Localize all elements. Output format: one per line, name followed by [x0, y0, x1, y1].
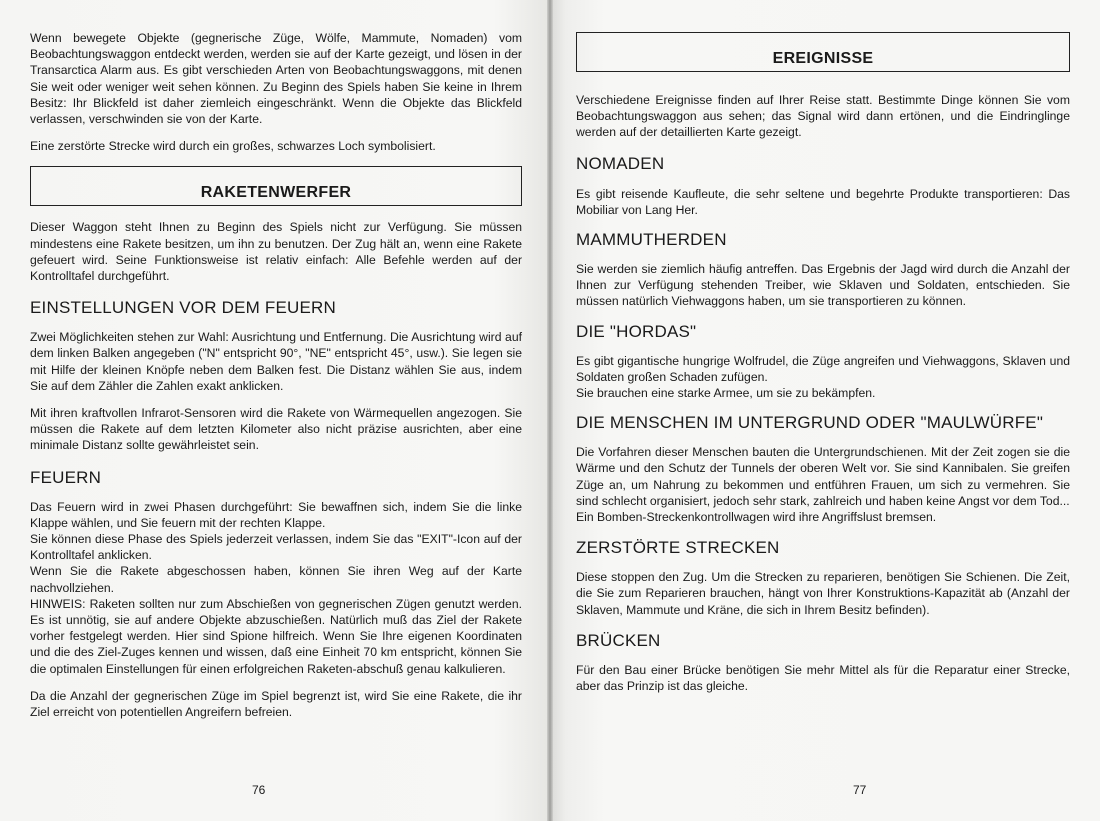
- right-page: [549, 0, 1100, 821]
- heading-mammutherden: MAMMUTHERDEN: [576, 230, 727, 250]
- destroyed-track-note: Eine zerstörte Strecke wird durch ein großes, schwarzes Loch symbolisiert.: [30, 139, 436, 154]
- feuern-hinweis: HINWEIS: Raketen sollten nur zum Abschießen von gegnerischen Zügen genutzt werden. Es ist unnötig, sie auf andere Objekte abzuschießen. Natürlich muß das Ziel der Rakete vorher festgelegt werden. Hier sind Spione hilfreich. Wenn Sie Ihre eigenen Koordinaten und die des Ziel-Zuges kennen und wissen, daß eine Einheit 70 km entspricht, können Sie die optimalen Einstellungen für einen erfolgreichen Raketen-abschuß genau kalkulieren.: [30, 596, 522, 676]
- heading-feuern: FEUERN: [30, 467, 102, 487]
- intro-paragraph: Wenn bewegete Objekte (gegnerische Züge, Wölfe, Mammute, Nomaden) vom Beobachtungswaggon entdeckt werden, werden sie auf der Karte gezeigt, und lösen in der Transarctica Alarm aus. Es gibt verschieden Arten von Beobachtungswaggons, mit denen Sie weit oder weniger weit sehen können. Zu Beginn des Spiels haben Sie keine in Ihrem Besitz: Ihr Blickfeld ist daher ziemleich eingeschränkt. Wenn die Objekte das Blickfeld verlassen, verschwinden sie von der Karte.: [30, 31, 522, 127]
- strecken-paragraph: Diese stoppen den Zug. Um die Strecken zu reparieren, benötigen Sie Schienen. Die Zeit, die Sie zum Reparieren brauchen, hängt von Ihrer Konstruktions-Kapazität ab (Anzahl der Sklaven, Mammute und Kräne, die sich in Ihrem Besitz befinden).: [576, 570, 1070, 617]
- bruecken-paragraph: Für den Bau einer Brücke benötigen Sie mehr Mittel als für die Reparatur einer Strecke, aber das Prinzip ist das gleiche.: [576, 662, 1070, 694]
- heading-bruecken: BRÜCKEN: [576, 630, 661, 650]
- menschen-paragraph-1: Die Vorfahren dieser Menschen bauten die Untergrundschienen. Mit der Zeit zogen sie die Wärme und den Schutz der Tunnels der oberen Welt vor. Sie sind Kannibalen. Sie greifen Züge an, um Nahrung zu bekommen und entführen Frauen, um sich zu vermehren. Sie sind schlecht organisiert, jedoch sehr stark, zahlreich und haben keine Angst vor dem Tod...: [576, 445, 1070, 508]
- raketenwerfer-paragraph: Dieser Waggon steht Ihnen zu Beginn des Spiels nicht zur Verfügung. Sie müssen mindestens eine Rakete besitzen, um ihn zu benutzen. Der Zug hält an, wenn eine Rakete gefeuert wird. Seine Funktionsweise ist relativ einfach: Alle Befehle werden auf der Kontrolltafel durchgeführt.: [30, 220, 522, 284]
- hordas-paragraph-2: Sie brauchen eine starke Armee, um sie zu bekämpfen.: [576, 386, 876, 401]
- feuern-paragraph-1: Das Feuern wird in zwei Phasen durchgeführt: Sie bewaffnen sich, indem Sie die linke Klappe wählen, und Sie feuern mit der rechten Klappe.: [30, 499, 522, 530]
- page-number-left: 76: [252, 783, 266, 797]
- heading-einstellungen: EINSTELLUNGEN VOR DEM FEUERN: [30, 298, 336, 318]
- book-gutter: [547, 0, 553, 821]
- heading-hordas: DIE "HORDAS": [576, 321, 697, 341]
- left-page: [0, 0, 549, 821]
- feuern-paragraph-5: Da die Anzahl der gegnerischen Züge im Spiel begrenzt ist, wird Sie eine Rakete, die ihr Ziel erreicht von potentiellen Angreifern befreien.: [30, 688, 522, 720]
- heading-nomaden: NOMADEN: [576, 153, 665, 173]
- section-box-ereignisse: [576, 32, 1070, 72]
- hordas-paragraph-1: Es gibt gigantische hungrige Wolfrudel, die Züge angreifen und Viehwaggons, Sklaven und Soldaten großen Schaden zufügen.: [576, 353, 1070, 384]
- einstellungen-paragraph-1: Zwei Möglichkeiten stehen zur Wahl: Ausrichtung und Entfernung. Die Ausrichtung wird auf dem linken Balken angegeben ("N" entspricht 90°, "NE" entspricht 45°, usw.). Sie legen sie mit Hilfe der kleinen Knöpfe neben dem Balken fest. Die Distanz wählen Sie aus, indem Sie auf dem Zähler die Zahlen exakt anklicken.: [30, 330, 522, 393]
- box-title: EREIGNISSE: [772, 50, 874, 67]
- menschen-paragraph-2: Ein Bomben-Streckenkontrollwagen wird ihre Angriffslust bremsen.: [576, 510, 937, 525]
- feuern-paragraph-3: Wenn Sie die Rakete abgeschossen haben, können Sie ihren Weg auf der Karte nachvollziehen.: [30, 564, 522, 595]
- heading-zerstoerte-strecken: ZERSTÖRTE STRECKEN: [576, 538, 780, 558]
- page-number-right: 77: [853, 783, 867, 797]
- einstellungen-paragraph-2: Mit ihren kraftvollen Infrarot-Sensoren wird die Rakete von Wärmequellen angezogen. Sie müssen die Rakete auf dem letzten Kilometer also nicht präzise ausrichten, aber eine minimale Distanz sollte gewährleistet sein.: [30, 406, 522, 453]
- nomaden-paragraph: Es gibt reisende Kaufleute, die sehr seltene und begehrte Produkte transportieren: Das Mobiliar von Lang Her.: [576, 186, 1070, 217]
- mammutherden-paragraph: Sie werden sie ziemlich häufig antreffen. Das Ergebnis der Jagd wird durch die Anzahl der Ihnen zur Verfügung stehenden Treiber, wie Sklaven und Soldaten, entschieden. Sie müssen natürlich Viehwaggons haben, um sie transportieren zu können.: [576, 262, 1070, 309]
- box-title: RAKETENWERFER: [200, 184, 352, 202]
- feuern-paragraph-2: Sie können diese Phase des Spiels jederzeit verlassen, indem Sie das "EXIT"-Icon auf der Kontrolltafel anklicken.: [30, 532, 522, 563]
- ereignisse-paragraph: Verschiedene Ereignisse finden auf Ihrer Reise statt. Bestimmte Dinge können Sie vom Beobachtungswaggon aus sehen; das Signal wird dann ertönen, und die Eindringlinge werden auf der detaillierten Karte gezeigt.: [576, 93, 1070, 140]
- section-box-raketenwerfer: [30, 166, 522, 206]
- heading-menschen-untergrund: DIE MENSCHEN IM UNTERGRUND ODER "MAULWÜRFE": [576, 413, 1044, 433]
